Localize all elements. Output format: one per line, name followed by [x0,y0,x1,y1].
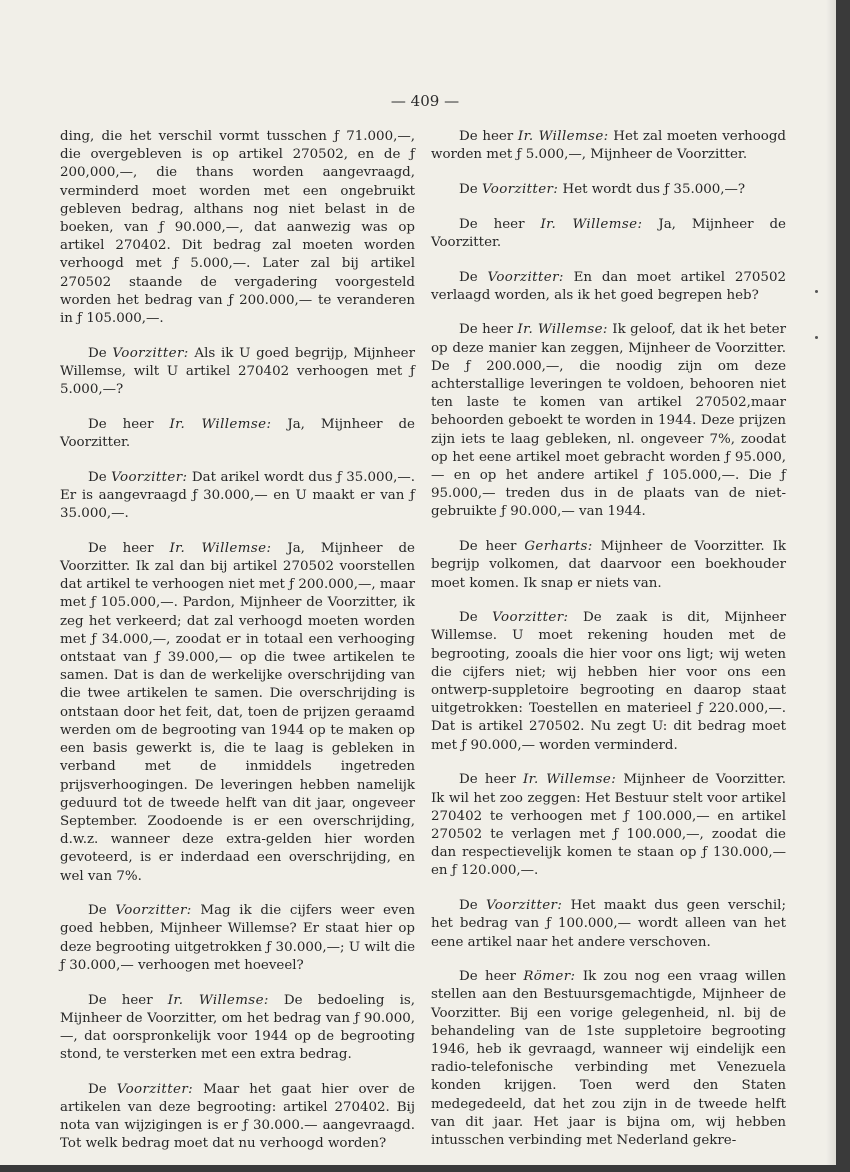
speaker-name: Voorzitter: [481,181,559,197]
speaker-name: Voorzitter: [492,610,569,626]
paragraph [431,216,786,252]
speaker-name: Voorzitter: [485,898,563,914]
speaker-prefix: De [88,1081,107,1097]
paragraph [431,771,786,880]
speaker-prefix: De heer [459,129,514,144]
left-column [60,128,415,1170]
paragraph [60,416,415,452]
paragraph-text: Maar het gaat hier over de artikelen van deze begrooting: artikel 270402. Bij nota van wijzigingen is er ƒ 30.000.— aangevraagd. Tot welk bedrag moet dat nu verhoogd worden? [60,1081,415,1152]
binding-hole-mark [815,290,818,293]
speaker-prefix: De heer [459,772,516,788]
paragraph-text: En dan moet artikel 270502 verlaagd worden, als ik het goed begrepen heb? [431,269,786,303]
paragraph [60,540,415,886]
paragraph [431,321,786,521]
paragraph-text: Ja, Mijnheer de Voorzitter. Ik zal dan bij artikel 270502 voorstellen dat artikel te verhoogen niet met ƒ 200.000,—, maar met ƒ 105.000,—. Pardon, Mijnheer de Voorzitter, ik zeg het verkeerd; dat zal verhoogd moeten worden met ƒ 34.000,—, zoodat er in totaal een verhooging ontstaat van ƒ 39.000,— op die twee artikelen te samen. Dat is dan de werkelijke overschrijding van die twee artikelen te samen. Die overschrijding is ontstaan door het feit, dat, toen de prijzen geraamd werden om de begrooting van 1944 op te maken op een basis gewerkt is, die te laag is gebleken in verband met de inmiddels ingetreden prijsverhoogingen. De leveringen hebben namelijk geduurd tot de tweede helft van dit jaar, ongeveer September. Zoodoende is er een overschrijding, d.w.z. wanneer deze extra-gelden hier worden gevoteerd, is er inderdaad een overschrijding, en wel van 7%. [60,540,415,884]
speaker-prefix: De heer [88,540,154,556]
speaker-name: Gerharts: [524,539,593,555]
speaker-name: Ir. Willemse: [169,540,272,556]
paragraph [60,902,415,975]
speaker-prefix: De heer [459,216,525,232]
right-column [431,128,786,1167]
speaker-prefix: De [459,269,478,285]
speaker-prefix: De heer [459,322,513,338]
paragraph-text: ding, die het verschil vormt tusschen ƒ 71.000,—, die overgebleven is op artikel 270502, en de ƒ 200,000,—, die thans worden aangevraagd, verminderd moet worden met een ongebruikt gebleven bedrag, althans nog niet belast in de boeken, van ƒ 90.000,—, dat aanwezig was op artikel 270402. Dit bedrag zal moeten worden verhoogd met ƒ 5.000,—. Later zal bij artikel 270502 staande de vergadering voorgesteld worden het bedrag van ƒ 200.000,— te veranderen in ƒ 105.000,—. [60,129,415,327]
speaker-prefix: De [459,898,478,914]
paragraph [431,538,786,593]
page-edge-shadow [826,0,836,1165]
paragraph-text: Het maakt dus geen verschil; het bedrag van ƒ 100.000,— wordt alleen van het eene artikel naar het andere verschoven. [431,898,786,950]
paragraph-text: Dat arikel wordt dus ƒ 35.000,—. Er is aangevraagd ƒ 30.000,— en U maakt er van ƒ 35.000,—. [60,469,415,522]
speaker-name: Ir. Willemse: [517,129,609,144]
speaker-prefix: De heer [459,539,517,555]
speaker-prefix: De [88,903,107,919]
paragraph [60,345,415,400]
paragraph [60,469,415,524]
paragraph [431,968,786,1150]
paragraph-text: Als ik U goed begrijp, Mijnheer Willemse, wilt U artikel 270402 verhoogen met ƒ 5.000,—? [60,345,415,398]
speaker-prefix: De [88,469,107,485]
speaker-name: Voorzitter: [487,269,564,285]
paragraph-text: De zaak is dit, Mijnheer Willemse. U moet rekening houden met de begrooting, zooals die hier voor ons ligt; wij weten die cijfers niet; wij hebben hier voor ons een ontwerp-suppletoire begrooting en daarop staat uitgetrokken: Toestellen en materieel ƒ 220.000,—. Dat is artikel 270502. Nu zegt U: dit bedrag moet met ƒ 90.000,— worden verminderd. [431,610,786,753]
paragraph [431,269,786,305]
paragraph-text: Ja, Mijnheer de Voorzitter. [431,216,786,250]
speaker-name: Ir. Willemse: [169,416,272,432]
paragraph-text: Mag ik die cijfers weer even goed hebben, Mijnheer Willemse? Er staat hier op deze begrooting uitgetrokken ƒ 30.000,—; U wilt die ƒ 30.000,— verhoogen met hoeveel? [60,903,416,973]
paragraph [60,1081,415,1154]
paragraph-text: Het wordt dus ƒ 35.000,—? [562,181,746,197]
paragraph-text: De bedoeling is, Mijnheer de Voorzitter, om het bedrag van ƒ 90.000,—, dat oorspronkelijk voor 1944 op de begrooting stond, te versterken met een extra bedrag. [60,992,415,1063]
binding-hole-mark [815,336,818,339]
paragraph-text: Ja, Mijnheer de Voorzitter. [60,416,415,451]
paragraph-text: Mijnheer de Voorzitter. Ik wil het zoo zeggen: Het Bestuur stelt voor artikel 270402 te verhoogen met ƒ 100.000,— en artikel 270502 te verlagen met ƒ 100.000,—, zoodat die dan respectievelijk komen te staan op ƒ 130.000,— en ƒ 120.000,—. [431,772,787,879]
speaker-prefix: De heer [459,969,516,985]
paragraph [431,609,786,755]
speaker-name: Voorzitter: [115,903,192,919]
paragraph-text: Ik geloof, dat ik het beter op deze manier kan zeggen, Mijnheer de Voorzitter. De ƒ 200.000,—, die noodig zijn om deze achterstallige leveringen te voldoen, behooren niet ten laste te komen van artikel 270502,maar behoorden geboekt te worden in 1944. Deze prijzen zijn iets te laag gebleken, nl. ongeveer 7%, zoodat op het eene artikel moet gebracht worden ƒ 95.000,— en op het andere artikel ƒ 105.000,—. Die ƒ 95.000,— treden dus in de plaats van de niet-gebruikte ƒ 90.000,— van 1944. [431,322,786,520]
speaker-prefix: De [88,345,107,361]
speaker-name: Voorzitter: [111,469,188,485]
speaker-name: Voorzitter: [116,1081,194,1097]
paragraph-text: Mijnheer de Voorzitter. Ik begrijp volkomen, dat daarvoor een boekhouder moet komen. Ik snap er niets van. [431,539,786,591]
paragraph [431,897,786,952]
paragraph [431,128,786,164]
speaker-prefix: De heer [88,992,153,1008]
speaker-name: Römer: [523,969,576,985]
speaker-name: Voorzitter: [112,345,189,361]
speaker-name: Ir. Willemse: [517,322,608,338]
speaker-name: Ir. Willemse: [522,772,617,788]
speaker-name: Ir. Willemse: [540,216,643,232]
speaker-prefix: De [459,181,478,197]
speaker-prefix: De heer [88,416,154,432]
paragraph-text: Het zal moeten verhoogd worden met ƒ 5.000,—, Mijnheer de Voorzitter. [431,129,786,163]
paragraph [60,992,415,1065]
page-number: — 409 — [390,92,460,110]
speaker-prefix: De [459,610,478,626]
paragraph [60,128,415,328]
paragraph-text: Ik zou nog een vraag willen stellen aan den Bestuursgemachtigde, Mijnheer de Voorzitter. Bij een vorige gelegenheid, nl. bij de behandeling van de 1ste suppletoire begrooting 1946, heb ik gevraagd, wanneer wij eindelijk een radio-telefonische verbinding met Venezuela konden krijgen. Toen werd den Staten medegedeeld, dat het zou zijn in de tweede helft van dit jaar. Het jaar is bijna om, wij hebben intusschen verbinding met Nederland gekre- [431,969,786,1149]
speaker-name: Ir. Willemse: [167,992,269,1008]
paragraph [431,181,786,199]
